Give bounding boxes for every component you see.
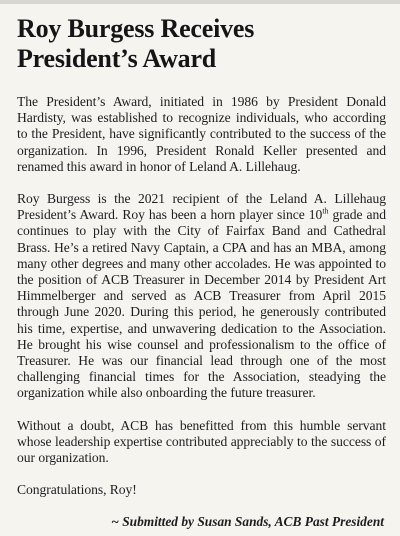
title-line-1: Roy Burgess Receives bbox=[17, 14, 255, 43]
page-top-edge bbox=[0, 0, 400, 4]
article-title bbox=[17, 14, 386, 74]
article-body bbox=[17, 94, 386, 530]
submitted-by-signature: ~ Submitted by Susan Sands, ACB Past President bbox=[111, 514, 384, 530]
paragraph-roy-part-1: Roy Burgess is the 2021 recipient of the Leland A. Lillehaug President’s Award. Roy has been a horn player since 10 bbox=[17, 191, 386, 223]
paragraph-closing: Without a doubt, ACB has benefitted from this humble servant whose leadership expertise contributed appreciably to the success of our organization. bbox=[17, 417, 386, 466]
ordinal-superscript: th bbox=[322, 206, 329, 216]
paragraph-congratulations: Congratulations, Roy! bbox=[17, 482, 137, 498]
paragraph-roy-part-2: grade and continues to play with the City of Fairfax Band and Cathedral Brass. He’s a retired Navy Captain, a CPA and has an MBA, among many other degrees and many other accolades. He was appointed to the position of ACB Treasurer in December 2014 by President Art Himmelberger and served as ACB Treasurer from April 2015 through June 2020. During this period, he generously contributed his time, expertise, and unwavering dedication to the Association. He brought his wise counsel and professionalism to the office of Treasurer. He was our financial lead through one of the most challenging financial times for the Association, steadying the organization while also onboarding the future treasurer. bbox=[17, 207, 386, 401]
paragraph-roy-burgess bbox=[17, 191, 386, 402]
title-line-2: President’s Award bbox=[17, 44, 217, 73]
paragraph-award-history: The President’s Award, initiated in 1986 by President Donald Hardisty, was established to recognize individuals, who according to the President, have significantly contributed to the success of the organization. In 1996, President Ronald Keller presented and renamed this award in honor of Leland A. Lillehaug. bbox=[17, 94, 386, 174]
